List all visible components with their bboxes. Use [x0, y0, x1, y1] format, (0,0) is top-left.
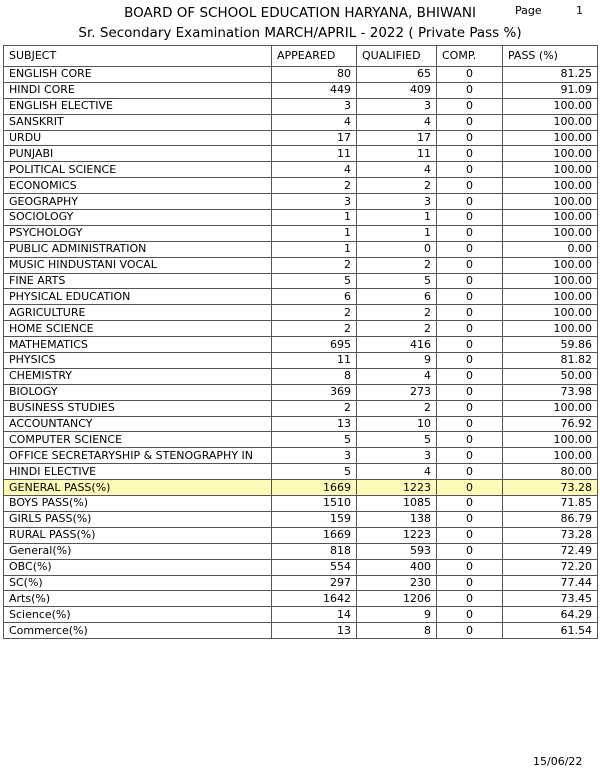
cell-qualified: 1223: [357, 480, 437, 496]
report-date: 15/06/22: [533, 755, 583, 768]
cell-comp: 0: [437, 480, 503, 496]
cell-comp: 0: [437, 67, 503, 83]
table-row: [4, 241, 598, 257]
cell-comp: 0: [437, 527, 503, 543]
cell-comp: 0: [437, 575, 503, 591]
cell-pass: 50.00: [503, 368, 598, 384]
table-row: [4, 559, 598, 575]
cell-appeared: 1: [272, 241, 357, 257]
table-row: [4, 225, 598, 241]
cell-pass: 80.00: [503, 464, 598, 480]
table-row: [4, 384, 598, 400]
cell-pass: 100.00: [503, 448, 598, 464]
cell-subject: OFFICE SECRETARYSHIP & STENOGRAPHY IN: [4, 448, 272, 464]
page-number: 1: [576, 4, 583, 17]
cell-qualified: 9: [357, 607, 437, 623]
cell-subject: Arts(%): [4, 591, 272, 607]
cell-comp: 0: [437, 368, 503, 384]
cell-pass: 100.00: [503, 289, 598, 305]
cell-appeared: 3: [272, 98, 357, 114]
cell-pass: 100.00: [503, 400, 598, 416]
cell-appeared: 2: [272, 400, 357, 416]
cell-subject: PHYSICS: [4, 353, 272, 369]
cell-comp: 0: [437, 225, 503, 241]
cell-pass: 0.00: [503, 241, 598, 257]
cell-qualified: 5: [357, 432, 437, 448]
table-row: [4, 146, 598, 162]
cell-appeared: 5: [272, 432, 357, 448]
cell-qualified: 2: [357, 305, 437, 321]
cell-appeared: 449: [272, 82, 357, 98]
cell-subject: HINDI CORE: [4, 82, 272, 98]
cell-comp: 0: [437, 432, 503, 448]
cell-comp: 0: [437, 400, 503, 416]
cell-comp: 0: [437, 114, 503, 130]
cell-qualified: 593: [357, 543, 437, 559]
table-row: [4, 623, 598, 639]
cell-qualified: 1085: [357, 496, 437, 512]
cell-comp: 0: [437, 321, 503, 337]
cell-qualified: 9: [357, 353, 437, 369]
cell-subject: OBC(%): [4, 559, 272, 575]
cell-comp: 0: [437, 194, 503, 210]
table-row: [4, 273, 598, 289]
table-header-row: [4, 46, 598, 67]
cell-qualified: 8: [357, 623, 437, 639]
cell-subject: MUSIC HINDUSTANI VOCAL: [4, 257, 272, 273]
cell-qualified: 2: [357, 257, 437, 273]
cell-qualified: 2: [357, 321, 437, 337]
cell-qualified: 17: [357, 130, 437, 146]
table-row: [4, 67, 598, 83]
cell-appeared: 80: [272, 67, 357, 83]
table-row: [4, 591, 598, 607]
cell-subject: PHYSICAL EDUCATION: [4, 289, 272, 305]
cell-subject: Science(%): [4, 607, 272, 623]
cell-appeared: 369: [272, 384, 357, 400]
cell-qualified: 6: [357, 289, 437, 305]
cell-pass: 100.00: [503, 146, 598, 162]
cell-comp: 0: [437, 559, 503, 575]
cell-subject: SANSKRIT: [4, 114, 272, 130]
table-row: [4, 210, 598, 226]
cell-pass: 100.00: [503, 194, 598, 210]
cell-subject: Commerce(%): [4, 623, 272, 639]
cell-comp: 0: [437, 511, 503, 527]
table-row: [4, 178, 598, 194]
cell-pass: 61.54: [503, 623, 598, 639]
cell-subject: CHEMISTRY: [4, 368, 272, 384]
cell-pass: 71.85: [503, 496, 598, 512]
cell-pass: 77.44: [503, 575, 598, 591]
cell-qualified: 11: [357, 146, 437, 162]
table-row: [4, 543, 598, 559]
cell-pass: 100.00: [503, 114, 598, 130]
cell-qualified: 2: [357, 400, 437, 416]
cell-appeared: 13: [272, 416, 357, 432]
table-row: [4, 432, 598, 448]
cell-appeared: 4: [272, 114, 357, 130]
cell-subject: COMPUTER SCIENCE: [4, 432, 272, 448]
cell-subject: SC(%): [4, 575, 272, 591]
table-row: [4, 289, 598, 305]
cell-subject: HINDI ELECTIVE: [4, 464, 272, 480]
cell-subject: ENGLISH ELECTIVE: [4, 98, 272, 114]
cell-appeared: 13: [272, 623, 357, 639]
cell-pass: 100.00: [503, 321, 598, 337]
table-row: [4, 82, 598, 98]
cell-subject: FINE ARTS: [4, 273, 272, 289]
cell-pass: 73.45: [503, 591, 598, 607]
cell-qualified: 4: [357, 114, 437, 130]
cell-subject: RURAL PASS(%): [4, 527, 272, 543]
cell-subject: ACCOUNTANCY: [4, 416, 272, 432]
cell-subject: BUSINESS STUDIES: [4, 400, 272, 416]
cell-pass: 100.00: [503, 225, 598, 241]
table-row: [4, 575, 598, 591]
cell-qualified: 230: [357, 575, 437, 591]
column-header-appeared: APPEARED: [272, 46, 357, 67]
cell-appeared: 2: [272, 257, 357, 273]
table-row: [4, 162, 598, 178]
cell-comp: 0: [437, 162, 503, 178]
report-subtitle: Sr. Secondary Examination MARCH/APRIL - 2022 ( Private Pass %): [78, 25, 522, 41]
cell-appeared: 5: [272, 273, 357, 289]
cell-pass: 72.20: [503, 559, 598, 575]
cell-qualified: 0: [357, 241, 437, 257]
cell-subject: URDU: [4, 130, 272, 146]
cell-subject: POLITICAL SCIENCE: [4, 162, 272, 178]
cell-qualified: 3: [357, 194, 437, 210]
page-label: Page: [515, 4, 542, 17]
table-row: [4, 400, 598, 416]
cell-appeared: 2: [272, 178, 357, 194]
column-header-comp: COMP.: [437, 46, 503, 67]
column-header-qualified: QUALIFIED: [357, 46, 437, 67]
cell-comp: 0: [437, 130, 503, 146]
cell-comp: 0: [437, 464, 503, 480]
cell-pass: 100.00: [503, 257, 598, 273]
cell-appeared: 17: [272, 130, 357, 146]
cell-qualified: 138: [357, 511, 437, 527]
cell-appeared: 5: [272, 464, 357, 480]
table-row: [4, 337, 598, 353]
cell-comp: 0: [437, 448, 503, 464]
cell-subject: PSYCHOLOGY: [4, 225, 272, 241]
cell-qualified: 3: [357, 448, 437, 464]
cell-pass: 73.28: [503, 480, 598, 496]
cell-pass: 81.25: [503, 67, 598, 83]
cell-pass: 100.00: [503, 210, 598, 226]
cell-appeared: 1669: [272, 527, 357, 543]
cell-appeared: 1669: [272, 480, 357, 496]
cell-subject: MATHEMATICS: [4, 337, 272, 353]
cell-subject: GIRLS PASS(%): [4, 511, 272, 527]
cell-subject: ENGLISH CORE: [4, 67, 272, 83]
table-row: [4, 114, 598, 130]
cell-comp: 0: [437, 543, 503, 559]
cell-subject: PUNJABI: [4, 146, 272, 162]
cell-appeared: 159: [272, 511, 357, 527]
cell-subject: BOYS PASS(%): [4, 496, 272, 512]
cell-qualified: 416: [357, 337, 437, 353]
cell-subject: AGRICULTURE: [4, 305, 272, 321]
cell-qualified: 1223: [357, 527, 437, 543]
cell-comp: 0: [437, 82, 503, 98]
cell-appeared: 11: [272, 146, 357, 162]
column-header-pass: PASS (%): [503, 46, 598, 67]
cell-comp: 0: [437, 337, 503, 353]
cell-appeared: 695: [272, 337, 357, 353]
table-row: [4, 130, 598, 146]
cell-subject: GEOGRAPHY: [4, 194, 272, 210]
cell-pass: 100.00: [503, 162, 598, 178]
cell-appeared: 2: [272, 305, 357, 321]
cell-qualified: 273: [357, 384, 437, 400]
cell-comp: 0: [437, 273, 503, 289]
table-row: [4, 416, 598, 432]
cell-comp: 0: [437, 257, 503, 273]
cell-comp: 0: [437, 353, 503, 369]
cell-pass: 100.00: [503, 178, 598, 194]
cell-subject: General(%): [4, 543, 272, 559]
cell-subject: PUBLIC ADMINISTRATION: [4, 241, 272, 257]
cell-subject: GENERAL PASS(%): [4, 480, 272, 496]
cell-qualified: 3: [357, 98, 437, 114]
cell-appeared: 4: [272, 162, 357, 178]
cell-pass: 100.00: [503, 432, 598, 448]
cell-comp: 0: [437, 98, 503, 114]
cell-qualified: 1: [357, 225, 437, 241]
cell-appeared: 554: [272, 559, 357, 575]
cell-qualified: 2: [357, 178, 437, 194]
cell-appeared: 1: [272, 210, 357, 226]
table-row: [4, 321, 598, 337]
cell-comp: 0: [437, 305, 503, 321]
cell-appeared: 1: [272, 225, 357, 241]
cell-qualified: 4: [357, 368, 437, 384]
cell-comp: 0: [437, 146, 503, 162]
cell-pass: 100.00: [503, 98, 598, 114]
cell-comp: 0: [437, 384, 503, 400]
cell-pass: 100.00: [503, 305, 598, 321]
cell-comp: 0: [437, 241, 503, 257]
table-row: [4, 194, 598, 210]
cell-pass: 100.00: [503, 130, 598, 146]
cell-qualified: 4: [357, 162, 437, 178]
cell-appeared: 297: [272, 575, 357, 591]
table-row: [4, 607, 598, 623]
cell-pass: 100.00: [503, 273, 598, 289]
cell-appeared: 3: [272, 448, 357, 464]
column-header-subject: SUBJECT: [4, 46, 272, 67]
cell-comp: 0: [437, 178, 503, 194]
cell-appeared: 1642: [272, 591, 357, 607]
cell-comp: 0: [437, 591, 503, 607]
cell-qualified: 1206: [357, 591, 437, 607]
cell-pass: 64.29: [503, 607, 598, 623]
table-row: [4, 480, 598, 496]
table-row: [4, 527, 598, 543]
table-row: [4, 98, 598, 114]
cell-qualified: 400: [357, 559, 437, 575]
cell-pass: 81.82: [503, 353, 598, 369]
table-row: [4, 464, 598, 480]
cell-qualified: 5: [357, 273, 437, 289]
cell-pass: 73.28: [503, 527, 598, 543]
table-row: [4, 496, 598, 512]
cell-comp: 0: [437, 416, 503, 432]
table-row: [4, 257, 598, 273]
report-title: BOARD OF SCHOOL EDUCATION HARYANA, BHIWANI: [124, 5, 476, 21]
cell-qualified: 65: [357, 67, 437, 83]
cell-appeared: 3: [272, 194, 357, 210]
cell-comp: 0: [437, 496, 503, 512]
cell-qualified: 10: [357, 416, 437, 432]
cell-subject: BIOLOGY: [4, 384, 272, 400]
cell-subject: HOME SCIENCE: [4, 321, 272, 337]
cell-comp: 0: [437, 623, 503, 639]
table-row: [4, 511, 598, 527]
table-row: [4, 448, 598, 464]
cell-pass: 76.92: [503, 416, 598, 432]
cell-appeared: 14: [272, 607, 357, 623]
cell-appeared: 8: [272, 368, 357, 384]
cell-pass: 91.09: [503, 82, 598, 98]
cell-comp: 0: [437, 210, 503, 226]
cell-appeared: 2: [272, 321, 357, 337]
cell-qualified: 1: [357, 210, 437, 226]
cell-qualified: 4: [357, 464, 437, 480]
cell-pass: 59.86: [503, 337, 598, 353]
cell-pass: 72.49: [503, 543, 598, 559]
cell-subject: ECONOMICS: [4, 178, 272, 194]
cell-qualified: 409: [357, 82, 437, 98]
cell-subject: SOCIOLOGY: [4, 210, 272, 226]
cell-appeared: 6: [272, 289, 357, 305]
cell-pass: 73.98: [503, 384, 598, 400]
cell-pass: 86.79: [503, 511, 598, 527]
table-row: [4, 368, 598, 384]
cell-comp: 0: [437, 607, 503, 623]
cell-appeared: 11: [272, 353, 357, 369]
table-row: [4, 353, 598, 369]
table-row: [4, 305, 598, 321]
cell-comp: 0: [437, 289, 503, 305]
cell-appeared: 1510: [272, 496, 357, 512]
results-table: [3, 45, 598, 639]
cell-appeared: 818: [272, 543, 357, 559]
